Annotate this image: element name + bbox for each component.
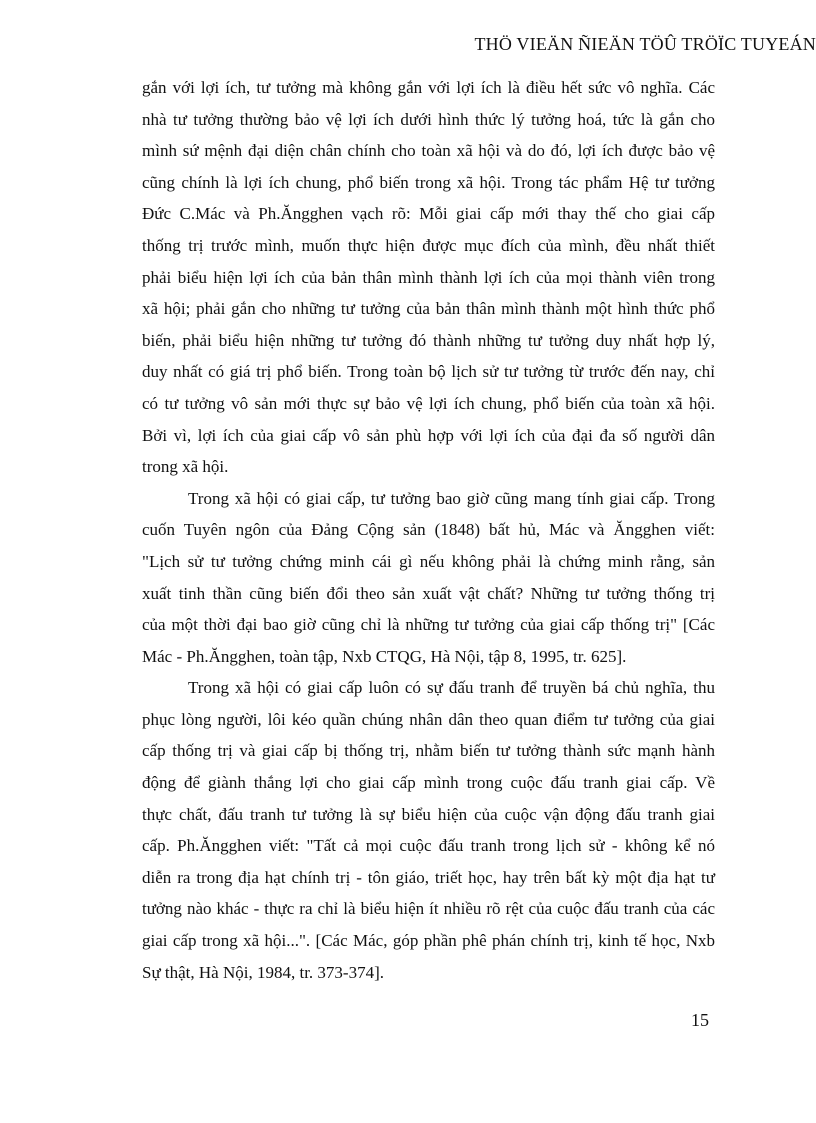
text-line: thực chất, đấu tranh tư tưởng là sự biểu hiện của cuộc vận động đấu tranh giai	[142, 804, 715, 824]
document-body	[142, 72, 715, 988]
text-line: Sự thật, Hà Nội, 1984, tr. 373-374].	[142, 962, 385, 982]
paragraph-1	[142, 72, 715, 483]
text-line: có tư tưởng vô sản mới thực sự bảo vệ lợi ích chung, phổ biến của toàn xã hội.	[142, 393, 715, 413]
text-line: Đức C.Mác và Ph.Ăngghen vạch rõ: Mỗi giai cấp mới thay thế cho giai cấp	[142, 204, 715, 224]
text-line: cuốn Tuyên ngôn của Đảng Cộng sản (1848) bất hủ, Mác và Ăngghen viết:	[142, 520, 715, 540]
text-line: biến, phải biểu hiện những tư tưởng đó thành những tư tưởng duy nhất hợp lý,	[142, 330, 715, 350]
text-line: giai cấp trong xã hội...". [Các Mác, góp phần phê phán chính trị, kinh tế học, Nxb	[142, 931, 715, 951]
text-line: của một thời đại bao giờ cũng chỉ là những tư tưởng của giai cấp thống trị" [Các	[142, 615, 715, 635]
paragraph-2	[142, 483, 715, 673]
text-line: xã hội; phải gắn cho những tư tưởng của bản thân mình thành một hình thức phổ	[142, 299, 715, 319]
text-line: động để giành thắng lợi cho giai cấp mình trong cuộc đấu tranh giai cấp. Về	[142, 773, 715, 793]
text-line: cấp. Ph.Ăngghen viết: "Tất cả mọi cuộc đấu tranh trong lịch sử - không kể nó	[142, 836, 715, 856]
text-line: thống trị trước mình, muốn thực hiện được mục đích của mình, đều nhất thiết	[142, 235, 715, 255]
text-line: trong xã hội.	[142, 457, 229, 477]
text-line: Trong xã hội có giai cấp, tư tưởng bao giờ cũng mang tính giai cấp. Trong	[188, 488, 715, 508]
text-line: mình sứ mệnh đại diện chân chính cho toàn xã hội và do đó, lợi ích được bảo vệ	[142, 141, 715, 161]
text-line: Bởi vì, lợi ích của giai cấp vô sản phù hợp với lợi ích của đại đa số người dân	[142, 425, 715, 445]
text-line: diễn ra trong địa hạt chính trị - tôn giáo, triết học, hay trên bất kỳ một địa hạt tư	[142, 867, 715, 887]
text-line: gắn với lợi ích, tư tưởng mà không gắn với lợi ích là điều hết sức vô nghĩa. Các	[142, 78, 715, 97]
text-line: cấp thống trị và giai cấp bị thống trị, nhằm biến tư tưởng thành sức mạnh hành	[142, 741, 715, 761]
text-line: Mác - Ph.Ăngghen, toàn tập, Nxb CTQG, Hà Nội, tập 8, 1995, tr. 625].	[142, 646, 627, 666]
text-line: Trong xã hội có giai cấp luôn có sự đấu tranh để truyền bá chủ nghĩa, thu	[188, 678, 715, 698]
page-number: 15	[691, 1010, 709, 1030]
paragraph-3	[142, 672, 715, 988]
running-header: THÖ VIEÄN ÑIEÄN TÖÛ TRÖÏC TUYEÁN	[474, 34, 816, 54]
text-line: "Lịch sử tư tưởng chứng minh cái gì nếu không phải là chứng minh rằng, sản	[142, 551, 715, 571]
text-line: nhà tư tưởng thường bảo vệ lợi ích dưới hình thức lý tưởng hoá, tức là gắn cho	[142, 109, 715, 129]
text-line: cũng chính là lợi ích chung, phổ biến trong xã hội. Trong tác phẩm Hệ tư tưởng	[142, 172, 715, 192]
text-line: duy nhất có giá trị phổ biến. Trong toàn bộ lịch sử tư tưởng từ trước đến nay, chỉ	[142, 362, 715, 382]
text-line: phục lòng người, lôi kéo quần chúng nhân dân theo quan điểm tư tưởng của giai	[142, 709, 715, 729]
text-line: xuất tinh thần cũng biến đổi theo sản xuất vật chất? Những tư tưởng thống trị	[142, 583, 715, 603]
text-line: tưởng nào khác - thực ra chỉ là biểu hiện ít nhiều rõ rệt của cuộc đấu tranh của các	[142, 899, 715, 919]
text-line: phải biểu hiện lợi ích của bản thân mình thành lợi ích của mọi thành viên trong	[142, 267, 715, 287]
